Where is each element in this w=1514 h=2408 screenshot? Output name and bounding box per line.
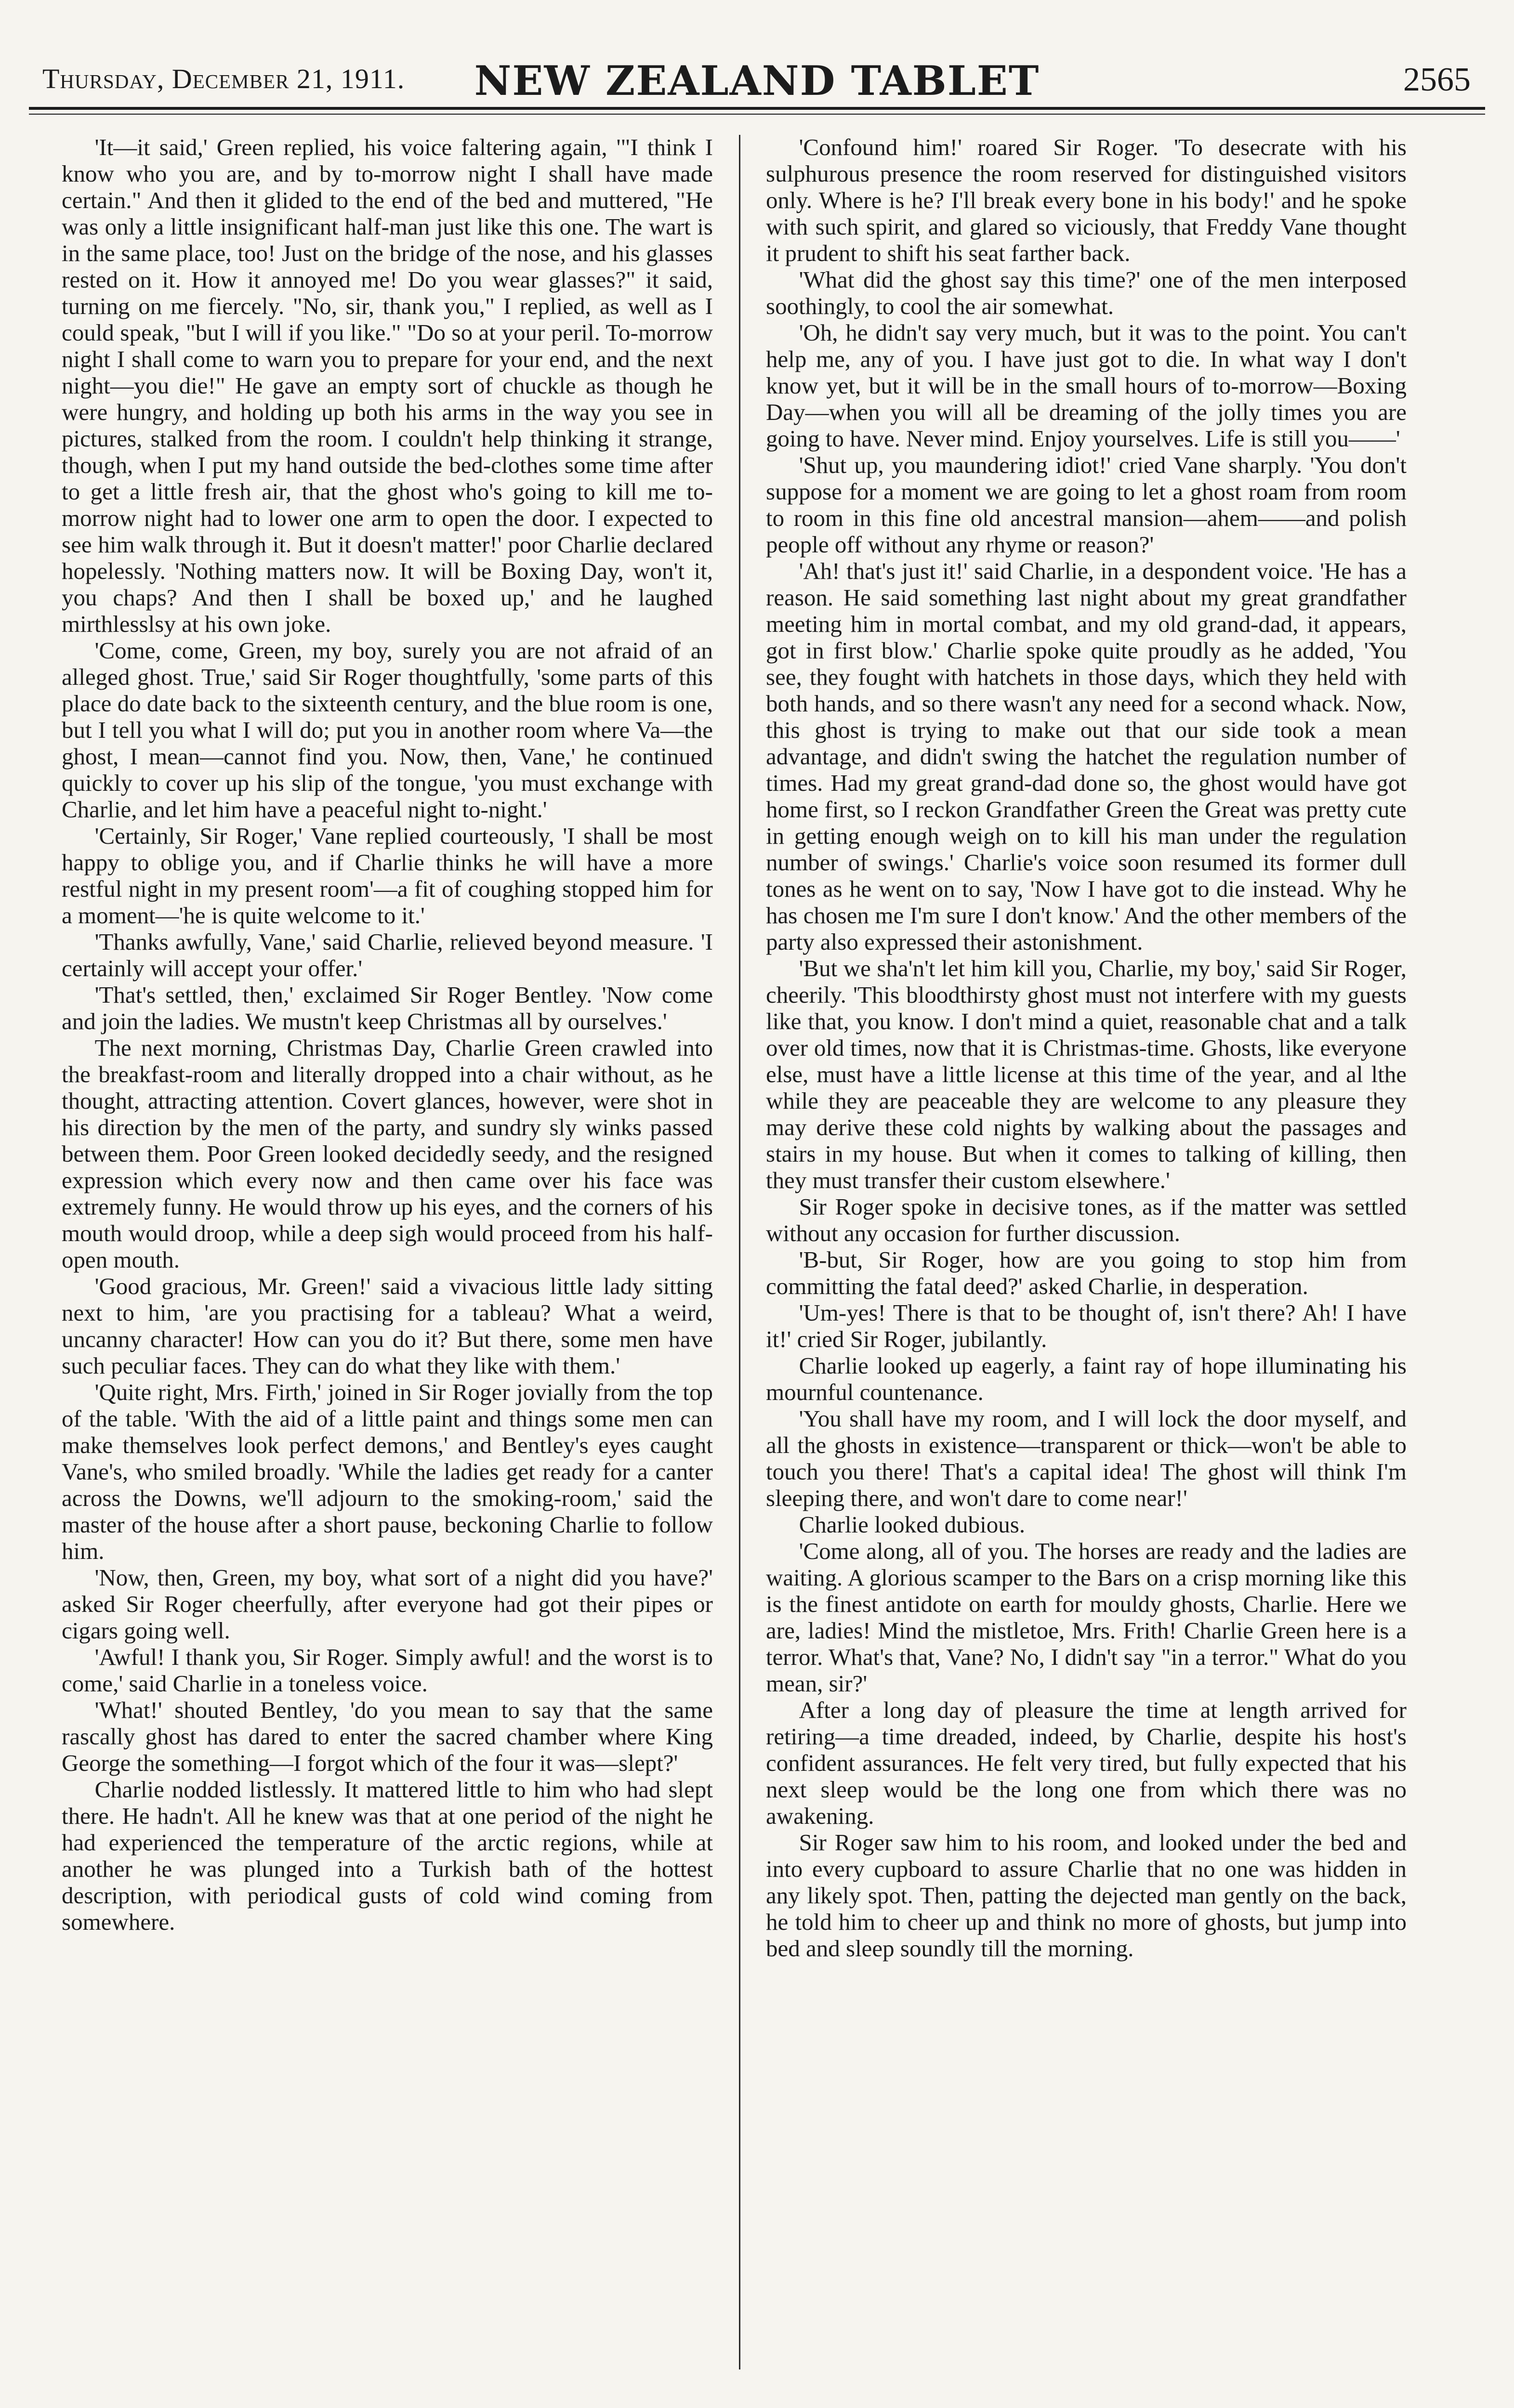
paragraph: 'Quite right, Mrs. Firth,' joined in Sir Roger jovially from the top of the table. 'With the aid of a little paint and things some men can make themselves look perfect demons,' and Bentley's eyes caught Vane's, who smiled broadly. 'While the ladies get ready for a canter across the Downs, we'll adjourn to the smoking-room,' said the master of the house after a short pause, beckoning Charlie to follow him. [62,1379,713,1564]
paragraph: 'Come along, all of you. The horses are ready and the ladies are waiting. A glorious scamper to the Bars on a crisp morning like this is the finest antidote on earth for mouldy ghosts, Charlie. Here we are, ladies! Mind the mistletoe, Mrs. Frith! Charlie Green here is a terror. What's that, Vane? No, I didn't say "in a terror." What do you mean, sir?' [766,1538,1407,1697]
header-rule-thick [29,107,1485,110]
publication-title: NEW ZEALAND TABLET [474,57,1040,105]
paragraph: 'It—it said,' Green replied, his voice faltering again, '"I think I know who you are, and by to-morrow night I shall have made certain." And then it glided to the end of the bed and muttered, "He was only a little insignificant half-man just like this one. The wart is in the same place, too! Just on the bridge of the nose, and his glasses rested on it. How it annoyed me! Do you wear glasses?" it said, turning on me fiercely. "No, sir, thank you," I replied, as well as I could speak, "but I will if you like." "Do so at your peril. To-morrow night I shall come to warn you to prepare for your end, and the next night—you die!" He gave an empty sort of chuckle as though he were hungry, and holding up both his arms in the way you see in pictures, stalked from the room. I couldn't help thinking it strange, though, when I put my hand outside the bed-clothes some time after to get a little fresh air, that the ghost who's going to kill me to-morrow night had to lower one arm to open the door. I expected to see him walk through it. But it doesn't matter!' poor Charlie declared hopelessly. 'Nothing matters now. It will be Boxing Day, won't it, you chaps? And then I shall be boxed up,' and he laughed mirthlesslsy at his own joke. [62,134,713,637]
paragraph: 'That's settled, then,' exclaimed Sir Roger Bentley. 'Now come and join the ladies. We mustn't keep Christmas all by ourselves.' [62,982,713,1034]
masthead [0,0,1514,116]
header-rule-thin [29,114,1485,115]
paragraph: 'Shut up, you maundering idiot!' cried Vane sharply. 'You don't suppose for a moment we are going to let a ghost roam from room to room in this fine old ancestral mansion—ahem——and polish people off without any rhyme or reason?' [766,452,1407,558]
paragraph: 'What did the ghost say this time?' one of the men interposed soothingly, to cool the air somewhat. [766,266,1407,319]
paragraph: 'Awful! I thank you, Sir Roger. Simply awful! and the worst is to come,' said Charlie in a toneless voice. [62,1644,713,1697]
paragraph: 'Confound him!' roared Sir Roger. 'To desecrate with his sulphurous presence the room reserved for distinguished visitors only. Where is he? I'll break every bone in his body!' and he spoke with such spirit, and glared so viciously, that Freddy Vane thought it prudent to shift his seat farther back. [766,134,1407,266]
paragraph: Sir Roger spoke in decisive tones, as if the matter was settled without any occasion for further discussion. [766,1193,1407,1246]
paragraph: 'You shall have my room, and I will lock the door myself, and all the ghosts in existence—transparent or thick—won't be able to touch you there! That's a capital idea! The ghost will think I'm sleeping there, and won't dare to come near!' [766,1405,1407,1511]
paragraph: 'But we sha'n't let him kill you, Charlie, my boy,' said Sir Roger, cheerily. 'This bloodthirsty ghost must not interfere with my guests like that, you know. I don't mind a quiet, reasonable chat and a talk over old times, now that it is Christmas-time. Ghosts, like everyone else, must have a little license at this time of the year, and al lthe while they are peaceable they are welcome to any pleasure they may derive these cold nights by walking about the passages and stairs in my house. But when it comes to talking of killing, then they must transfer their custom elsewhere.' [766,955,1407,1193]
column-divider [739,135,740,2369]
issue-date: Thursday, December 21, 1911. [42,63,405,94]
paragraph: 'Thanks awfully, Vane,' said Charlie, relieved beyond measure. 'I certainly will accept your offer.' [62,929,713,982]
paragraph: Sir Roger saw him to his room, and looked under the bed and into every cupboard to assure Charlie that no one was hidden in any likely spot. Then, patting the dejected man gently on the back, he told him to cheer up and think no more of ghosts, but jump into bed and sleep soundly till the morning. [766,1829,1407,1962]
paragraph: 'Come, come, Green, my boy, surely you are not afraid of an alleged ghost. True,' said Sir Roger thoughtfully, 'some parts of this place do date back to the sixteenth century, and the blue room is one, but I tell you what I will do; put you in another room where Va—the ghost, I mean—cannot find you. Now, then, Vane,' he continued quickly to cover up his slip of the tongue, 'you must exchange with Charlie, and let him have a peaceful night to-night.' [62,637,713,823]
paragraph: Charlie looked dubious. [799,1511,1026,1538]
paragraph: The next morning, Christmas Day, Charlie Green crawled into the breakfast-room and literally dropped into a chair without, as he thought, attracting attention. Covert glances, however, were shot in his direction by the men of the party, and sundry sly winks passed between them. Poor Green looked decidedly seedy, and the resigned expression which every now and then came over his face was extremely funny. He would throw up his eyes, and the corners of his mouth would droop, while a deep sigh would proceed from his half-open mouth. [62,1034,713,1273]
paragraph: 'Now, then, Green, my boy, what sort of a night did you have?' asked Sir Roger cheerfully, after everyone had got their pipes or cigars going well. [62,1564,713,1644]
paragraph: 'What!' shouted Bentley, 'do you mean to say that the same rascally ghost has dared to enter the sacred chamber where King George the something—I forgot which of the four it was—slept?' [62,1697,713,1776]
paragraph: Charlie looked up eagerly, a faint ray of hope illuminating his mournful countenance. [766,1352,1407,1405]
paragraph: 'Certainly, Sir Roger,' Vane replied courteously, 'I shall be most happy to oblige you, and if Charlie thinks he will have a more restful night in my present room'—a fit of coughing stopped him for a moment—'he is quite welcome to it.' [62,823,713,929]
paragraph: 'Um-yes! There is that to be thought of, isn't there? Ah! I have it!' cried Sir Roger, jubilantly. [766,1299,1407,1352]
paragraph: 'Ah! that's just it!' said Charlie, in a despondent voice. 'He has a reason. He said something last night about my great grandfather meeting him in mortal combat, and my old grand-dad, it appears, got in first blow.' Charlie spoke quite proudly as he added, 'You see, they fought with hatchets in those days, which they held with both hands, and so there wasn't any need for a second whack. Now, this ghost is trying to make out that our side took a mean advantage, and didn't swing the hatchet the regulation number of times. Had my great grand-dad done so, the ghost would have got home first, so I reckon Grandfather Green the Great was pretty cute in getting enough weigh on to kill his man under the regulation number of swings.' Charlie's voice soon resumed its former dull tones as he went on to say, 'Now I have got to die instead. Why he has chosen me I'm sure I don't know.' And the other members of the party also expressed their astonishment. [766,558,1407,955]
paragraph: 'B-but, Sir Roger, how are you going to stop him from committing the fatal deed?' asked Charlie, in desperation. [766,1246,1407,1299]
page-number: 2565 [1403,61,1471,98]
left-column [62,134,713,1935]
right-column [766,134,1407,1962]
paragraph: Charlie nodded listlessly. It mattered little to him who had slept there. He hadn't. All he knew was that at one period of the night he had experienced the temperature of the arctic regions, while at another he was plunged into a Turkish bath of the hottest description, with periodical gusts of cold wind coming from somewhere. [62,1776,713,1935]
paragraph: 'Good gracious, Mr. Green!' said a vivacious little lady sitting next to him, 'are you practising for a tableau? What a weird, uncanny character! How can you do it? But there, some men have such peculiar faces. They can do what they like with them.' [62,1273,713,1379]
paragraph: After a long day of pleasure the time at length arrived for retiring—a time dreaded, indeed, by Charlie, despite his host's confident assurances. He felt very tired, but fully expected that his next sleep would be the long one from which there was no awakening. [766,1697,1407,1829]
paragraph: 'Oh, he didn't say very much, but it was to the point. You can't help me, any of you. I have just got to die. In what way I don't know yet, but it will be in the small hours of to-morrow—Boxing Day—when you will all be dreaming of the jolly times you are going to have. Never mind. Enjoy yourselves. Life is still you——' [766,319,1407,452]
